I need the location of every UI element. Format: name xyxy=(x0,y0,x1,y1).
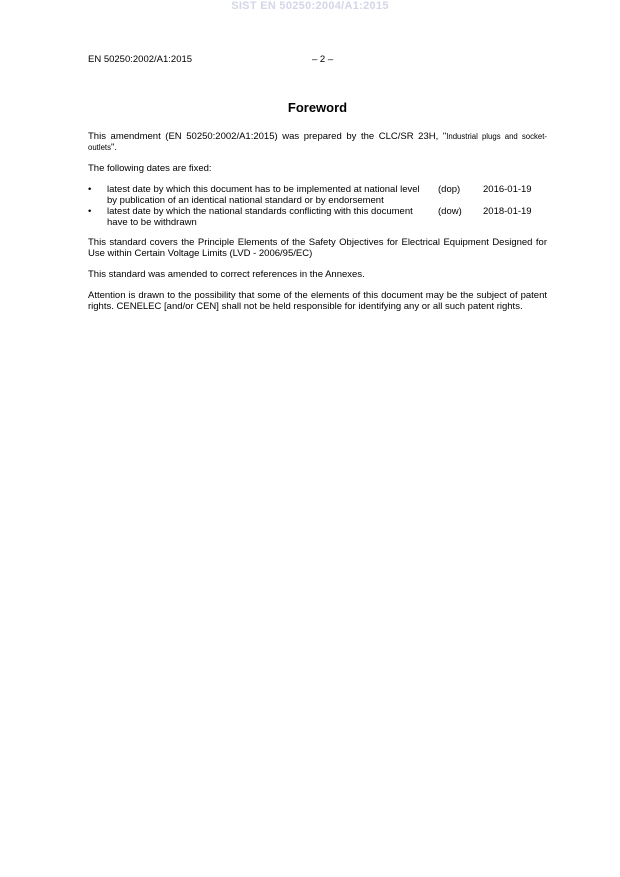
bullet-icon: • xyxy=(88,184,92,195)
intro-paragraph xyxy=(88,131,547,153)
list-item xyxy=(88,206,547,228)
dates-list xyxy=(88,184,547,228)
date-description: latest date by which this document has to be implemented at national level by publication of an identical national standard or by endorsement xyxy=(107,184,420,206)
bullet-icon: • xyxy=(88,206,92,217)
patent-paragraph: Attention is drawn to the possibility that some of the elements of this document may be the subject of patent rights. CENELEC [and/or CEN] shall not be held responsible for identifying any or all such patent rights. xyxy=(88,290,547,312)
date-value: 2018-01-19 xyxy=(483,206,532,217)
intro-end: ". xyxy=(110,142,117,153)
page-header xyxy=(88,54,547,68)
intro-text: This amendment (EN 50250:2002/A1:2015) was prepared by the CLC/SR 23H, " xyxy=(88,131,447,142)
page-title: Foreword xyxy=(287,100,348,115)
document-body xyxy=(88,131,547,322)
date-code: (dop) xyxy=(438,184,461,195)
document-id: EN 50250:2002/A1:2015 xyxy=(88,54,193,65)
amendment-paragraph: This standard was amended to correct references in the Annexes. xyxy=(88,269,365,280)
watermark: SIST EN 50250:2004/A1:2015 xyxy=(231,0,389,12)
date-code: (dow) xyxy=(438,206,462,217)
dates-intro: The following dates are fixed: xyxy=(88,163,212,174)
date-value: 2016-01-19 xyxy=(483,184,532,195)
scope-paragraph: This standard covers the Principle Elements of the Safety Objectives for Electrical Equipment Designed for Use within Certain Voltage Limits (LVD - 2006/95/EC) xyxy=(88,237,547,259)
page-number: – 2 – xyxy=(312,54,334,65)
committee-title: Industrial plugs and socket-outlets xyxy=(88,132,547,152)
date-description: latest date by which the national standards conflicting with this document have to be withdrawn xyxy=(107,206,413,228)
list-item xyxy=(88,184,547,206)
